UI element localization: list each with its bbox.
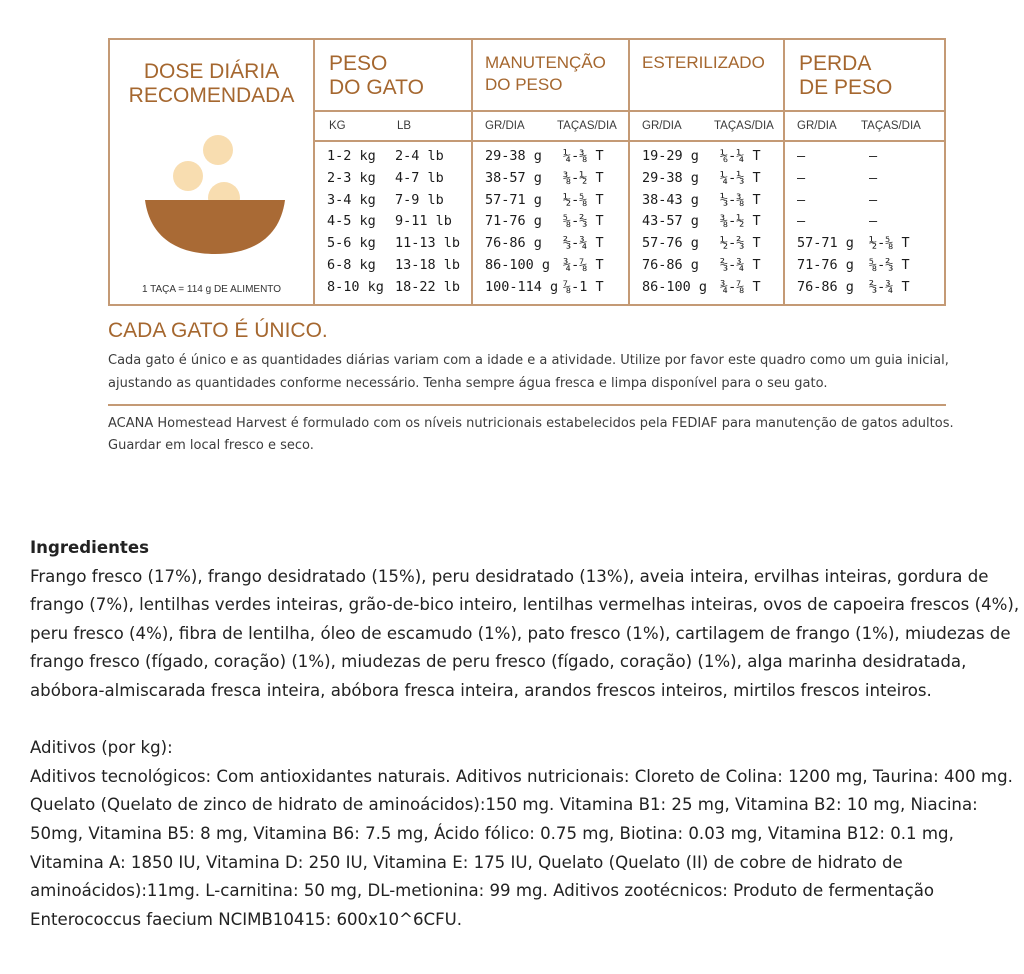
cell-ster-cups: ⅙-¼ T [720, 148, 761, 164]
weight-header [315, 40, 471, 112]
cell-ster-gr: 57-76 g [642, 235, 699, 252]
kibble-icon [173, 161, 203, 191]
sterilized-subheader [630, 112, 783, 142]
cell-maint-cups: ⅞-1 T [563, 278, 604, 295]
cell-loss-cups: ⅝-⅔ T [869, 256, 910, 273]
sterilized-row [630, 190, 783, 212]
bowl-icon [145, 200, 285, 254]
cups-label: TAÇAS/DIA [861, 120, 921, 132]
cell-weight-kg: 6-8 kg [327, 256, 376, 273]
cell-ster-gr: 43-57 g [642, 213, 699, 230]
sterilized-row [630, 233, 783, 255]
cell-ster-cups: ⅔-¾ T [720, 256, 761, 273]
cell-loss-gr: — [797, 148, 806, 164]
sterilized-row [630, 211, 783, 233]
maintenance-row [473, 277, 628, 299]
cell-ster-gr: 76-86 g [642, 256, 699, 273]
cell-weight-lb: 11-13 lb [395, 235, 461, 252]
cell-weight-lb: 13-18 lb [395, 256, 461, 273]
cell-loss-gr: 57-71 g [797, 235, 854, 252]
sterilized-row [630, 146, 783, 168]
additives-heading: Aditivos (por kg): [30, 738, 173, 758]
weight-subheader [315, 112, 471, 142]
weight-row [315, 233, 471, 255]
cell-maint-cups: ½-⅝ T [563, 191, 604, 208]
cell-loss-cups: ½-⅝ T [869, 235, 910, 252]
maintenance-row [473, 255, 628, 277]
cell-maint-cups: ⅜-½ T [563, 169, 604, 186]
cell-loss-gr: — [797, 191, 806, 208]
maintenance-row [473, 146, 628, 168]
sterilized-header-line1: ESTERILIZADO [642, 53, 765, 72]
cell-loss-gr: — [797, 213, 806, 230]
cell-maint-cups: ⅝-⅔ T [563, 213, 604, 230]
weight-loss-subheader [785, 112, 944, 142]
cell-weight-kg: 8-10 kg [327, 278, 384, 295]
cell-maint-gr: 38-57 g [485, 169, 542, 186]
sterilized-row [630, 277, 783, 299]
dose-title-line2: RECOMENDADA [128, 84, 295, 107]
kibble-icon [203, 135, 233, 165]
cell-weight-kg: 2-3 kg [327, 169, 376, 186]
cell-loss-cups: ⅔-¾ T [869, 278, 910, 295]
weight-loss-row [785, 277, 944, 299]
gr-label: GR/DIA [485, 120, 525, 132]
formula-note: ACANA Homestead Harvest é formulado com os níveis nutricionais estabelecidos pela FEDIAF para manutenção de gatos adultos. Guardar em local fresco e seco. [108, 416, 954, 453]
additives-text: Aditivos tecnológicos: Com antioxidantes naturais. Aditivos nutricionais: Cloreto de Colina: 1200 mg, Taurina: 400 mg. Quelato (Quelato de zinco de hidrato de aminoácidos):150 mg. Vitamina B1: 25 mg, Vitamina B2: 10 mg, Niacina: 50mg, Vitamina B5: 8 mg, Vitamina B6: 7.5 mg, Ácido fólico: 0.75 mg, Biotina: 0.03 mg, Vitamina B12: 0.1 mg, Vitamina A: 1850 IU, Vitamina D: 250 IU, Vitamina E: 175 IU, Quelato (Quelato (II) de cobre de hidrato de aminoácidos):11mg. L-carnitina: 50 mg, DL-metionina: 99 mg. Aditivos zootécnicos: Produto de fermentação Enterococcus faecium NCIMB10415: 600x10^6CFU. [30, 766, 1013, 929]
maintenance-row [473, 190, 628, 212]
divider [108, 404, 946, 406]
ingredients-section [30, 534, 1020, 934]
cell-ster-cups: ¾-⅞ T [720, 278, 761, 295]
cell-weight-lb: 18-22 lb [395, 278, 461, 295]
cell-weight-lb: 7-9 lb [395, 191, 444, 208]
weight-row [315, 190, 471, 212]
cell-maint-gr: 86-100 g [485, 256, 551, 273]
maintenance-subheader [473, 112, 628, 142]
dose-title [110, 60, 313, 108]
cell-maint-gr: 100-114 g [485, 278, 559, 295]
cell-weight-lb: 2-4 lb [395, 148, 444, 164]
sterilized-column [630, 40, 785, 304]
weight-column [315, 40, 473, 304]
cell-loss-cups: — [869, 148, 878, 164]
cell-loss-cups: — [869, 213, 878, 230]
cell-weight-kg: 4-5 kg [327, 213, 376, 230]
ingredients-heading: Ingredientes [30, 538, 150, 557]
cell-loss-cups: — [869, 191, 878, 208]
cell-ster-cups: ⅓-⅜ T [720, 191, 761, 208]
dose-column [110, 40, 315, 304]
maintenance-row [473, 168, 628, 190]
cell-loss-gr: — [797, 169, 806, 186]
cell-maint-gr: 29-38 g [485, 148, 542, 164]
maintenance-header [473, 40, 628, 112]
weight-row [315, 146, 471, 168]
gr-label: GR/DIA [797, 120, 837, 132]
sterilized-row [630, 168, 783, 190]
maintenance-header-line1: MANUTENÇÃO [485, 53, 606, 72]
lb-label: LB [397, 120, 412, 132]
sterilized-header [630, 40, 783, 112]
cell-ster-gr: 38-43 g [642, 191, 699, 208]
weight-loss-row [785, 233, 944, 255]
cell-loss-gr: 76-86 g [797, 278, 854, 295]
cell-weight-lb: 9-11 lb [395, 213, 452, 230]
weight-loss-header-line1: PERDA [799, 52, 872, 75]
cell-weight-kg: 5-6 kg [327, 235, 376, 252]
cell-maint-cups: ¼-⅜ T [563, 148, 604, 164]
weight-row [315, 277, 471, 299]
ingredients-text: Frango fresco (17%), frango desidratado (15%), peru desidratado (13%), aveia inteira, ervilhas inteiras, gordura de frango (7%), lentilhas verdes inteiras, grão-de-bico inteiro, lentilhas vermelhas inteiras, ovos de capoeira frescos (4%), peru fresco (4%), fibra de lentilha, óleo de escamudo (1%), pato fresco (1%), cartilagem de frango (1%), miudezas de frango fresco (fígado, coração) (1%), miudezas de peru fresco (fígado, coração) (1%), alga marinha desidratada, abóbora-almiscarada fresca inteira, abóbora fresca inteira, arandos frescos inteiros, mirtilos frescos inteiros. [30, 566, 1020, 700]
weight-header-line1: PESO [329, 52, 388, 75]
weight-loss-row [785, 168, 944, 190]
cell-maint-gr: 57-71 g [485, 191, 542, 208]
food-bowl-icon [140, 126, 290, 256]
weight-loss-row [785, 255, 944, 277]
cell-maint-gr: 76-86 g [485, 235, 542, 252]
unique-text: Cada gato é único e as quantidades diárias variam com a idade e a atividade. Utilize por favor este quadro como um guia inicial, ajustando as quantidades conforme necessário. Tenha sempre água fresca e limpa disponível para o seu gato. [108, 353, 949, 391]
cell-ster-cups: ½-⅔ T [720, 235, 761, 252]
sterilized-rows [630, 146, 783, 299]
maintenance-row [473, 211, 628, 233]
gr-label: GR/DIA [642, 120, 682, 132]
cell-maint-cups: ⅔-¾ T [563, 235, 604, 252]
spacer [30, 706, 1020, 735]
weight-loss-header-line2: DE PESO [799, 76, 893, 99]
cups-label: TAÇAS/DIA [714, 120, 774, 132]
maintenance-column [473, 40, 630, 304]
weight-row [315, 211, 471, 233]
weight-header-line2: DO GATO [329, 76, 424, 99]
cell-ster-gr: 19-29 g [642, 148, 699, 164]
unique-title: CADA GATO É ÚNICO. [108, 319, 328, 342]
weight-row [315, 168, 471, 190]
cell-ster-cups: ⅜-½ T [720, 213, 761, 230]
dose-title-line1: DOSE DIÁRIA [143, 60, 280, 83]
weight-row [315, 255, 471, 277]
cup-note: 1 TAÇA = 114 g DE ALIMENTO [141, 284, 282, 295]
feeding-table [108, 38, 946, 306]
cell-weight-kg: 3-4 kg [327, 191, 376, 208]
cell-maint-gr: 71-76 g [485, 213, 542, 230]
maintenance-row [473, 233, 628, 255]
weight-loss-row [785, 146, 944, 168]
kg-label: KG [329, 120, 346, 132]
maintenance-header-line2: DO PESO [485, 75, 563, 94]
weight-loss-row [785, 190, 944, 212]
cell-ster-gr: 86-100 g [642, 278, 708, 295]
maintenance-rows [473, 146, 628, 299]
cell-maint-cups: ¾-⅞ T [563, 256, 604, 273]
cell-loss-cups: — [869, 169, 878, 186]
weight-rows [315, 146, 471, 299]
cell-loss-gr: 71-76 g [797, 256, 854, 273]
weight-loss-rows [785, 146, 944, 299]
weight-loss-row [785, 211, 944, 233]
weight-loss-header [785, 40, 944, 112]
cups-label: TAÇAS/DIA [557, 120, 617, 132]
cell-weight-kg: 1-2 kg [327, 148, 376, 164]
cell-ster-cups: ¼-⅓ T [720, 169, 761, 186]
sterilized-row [630, 255, 783, 277]
cell-ster-gr: 29-38 g [642, 169, 699, 186]
weight-loss-column [785, 40, 944, 304]
cell-weight-lb: 4-7 lb [395, 169, 444, 186]
